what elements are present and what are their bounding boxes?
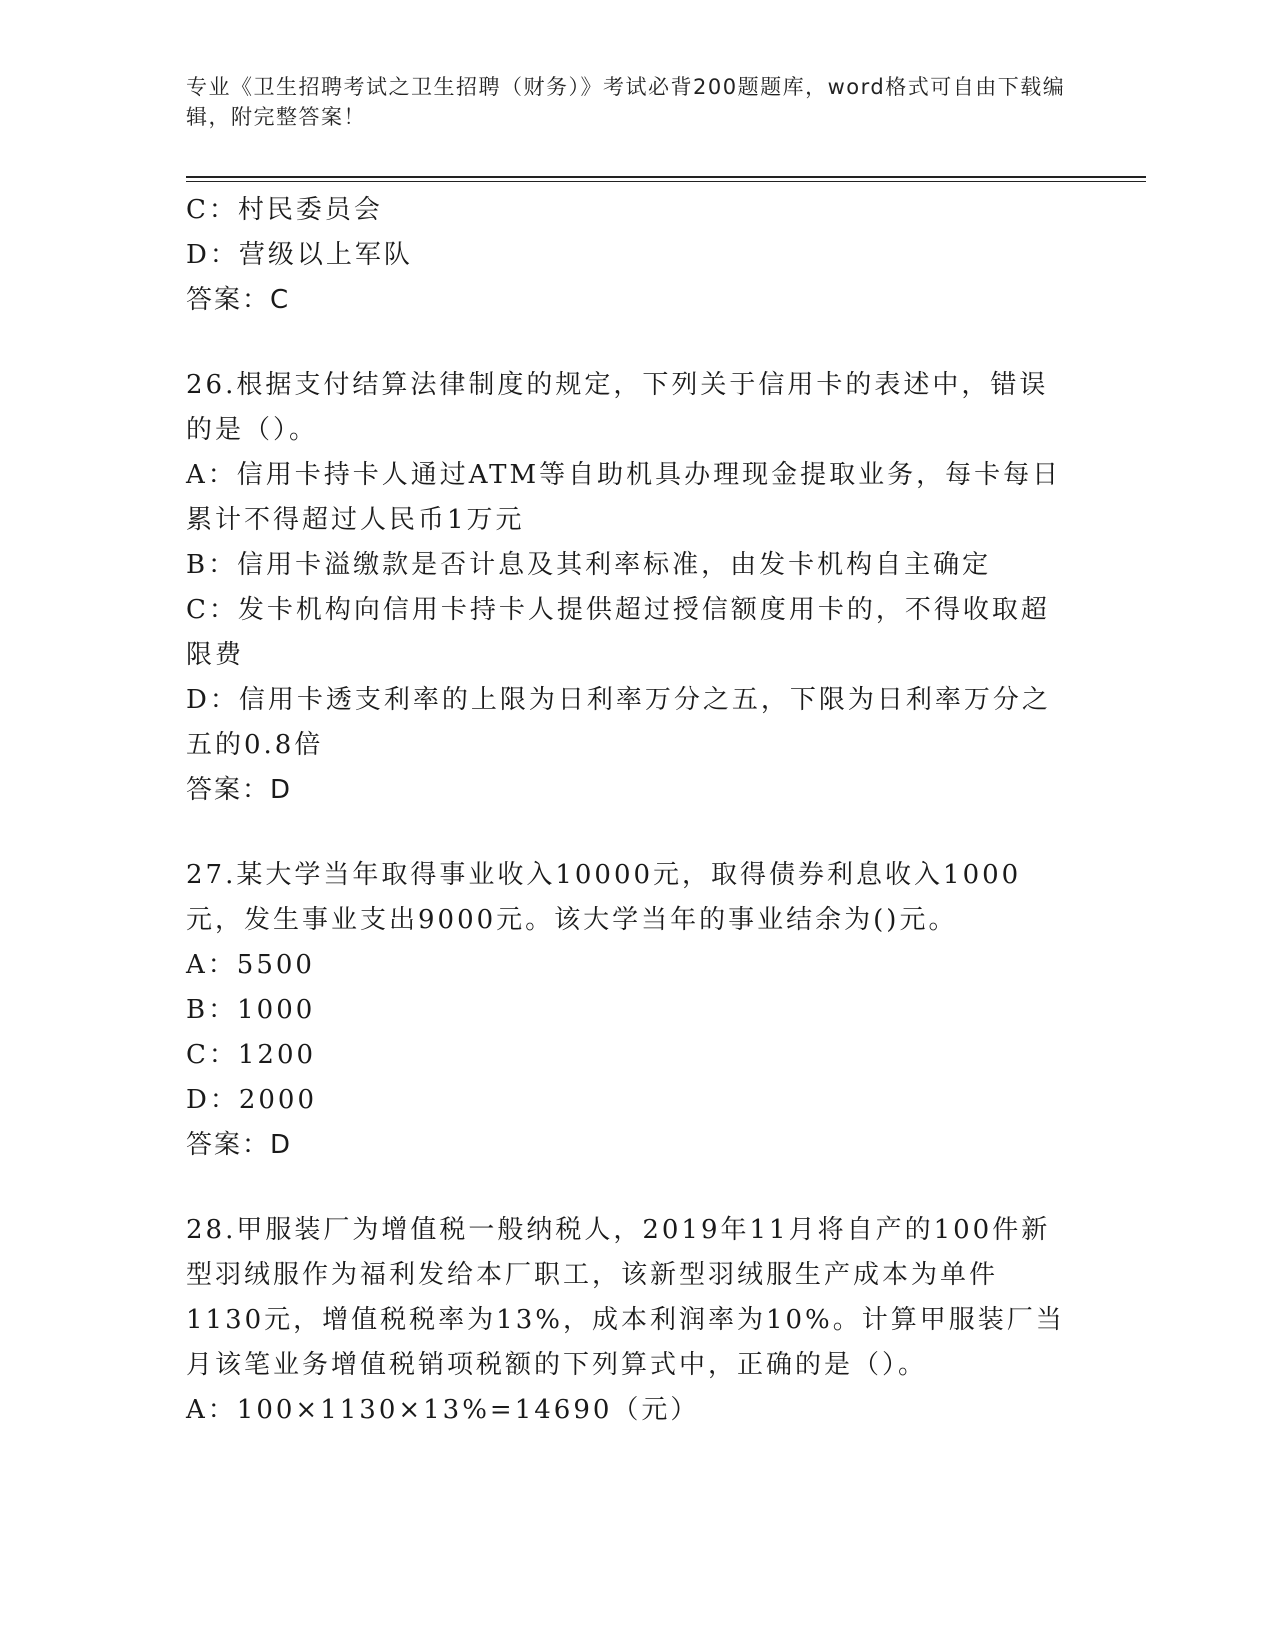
option-a: A：100×1130×13%=14690（元） — [186, 1395, 700, 1425]
answer: 答案：C — [186, 285, 291, 315]
option-d: D：营级以上军队 — [186, 240, 413, 270]
question-25 — [186, 188, 1066, 323]
question-stem: 28.甲服装厂为增值税一般纳税人，2019年11月将自产的100件新型羽绒服作为福利发给本厂职工，该新型羽绒服生产成本为单件1130元，增值税税率为13%，成本利润率为10%。计算甲服装厂当月该笔业务增值税销项税额的下列算式中，正确的是（）。 — [186, 1215, 1065, 1380]
document-header: 专业《卫生招聘考试之卫生招聘（财务）》考试必背200题题库，word格式可自由下载编辑，附完整答案！ — [186, 75, 1066, 129]
option-b: B：1000 — [186, 995, 316, 1025]
header-divider-thick — [186, 176, 1146, 178]
question-27 — [186, 853, 1066, 1168]
question-stem: 27.某大学当年取得事业收入10000元，取得债券利息收入1000元，发生事业支出9000元。该大学当年的事业结余为()元。 — [186, 860, 1022, 935]
option-c: C：发卡机构向信用卡持卡人提供超过授信额度用卡的，不得收取超限费 — [186, 595, 1050, 670]
option-a: A：5500 — [186, 950, 315, 980]
option-a: A：信用卡持卡人通过ATM等自助机具办理现金提取业务，每卡每日累计不得超过人民币1万元 — [186, 460, 1062, 535]
option-d: D：信用卡透支利率的上限为日利率万分之五，下限为日利率万分之五的0.8倍 — [186, 685, 1051, 760]
option-b: B：信用卡溢缴款是否计息及其利率标准，由发卡机构自主确定 — [186, 550, 992, 580]
header-divider-thin — [186, 181, 1146, 182]
answer: 答案：D — [186, 775, 293, 805]
option-c: C：1200 — [186, 1040, 317, 1070]
question-28 — [186, 1208, 1066, 1433]
question-26 — [186, 363, 1066, 813]
option-d: D：2000 — [186, 1085, 318, 1115]
answer: 答案：D — [186, 1130, 293, 1160]
question-list — [186, 188, 1066, 1433]
question-stem: 26.根据支付结算法律制度的规定，下列关于信用卡的表述中，错误的是（）。 — [186, 370, 1049, 445]
option-c: C：村民委员会 — [186, 195, 383, 225]
